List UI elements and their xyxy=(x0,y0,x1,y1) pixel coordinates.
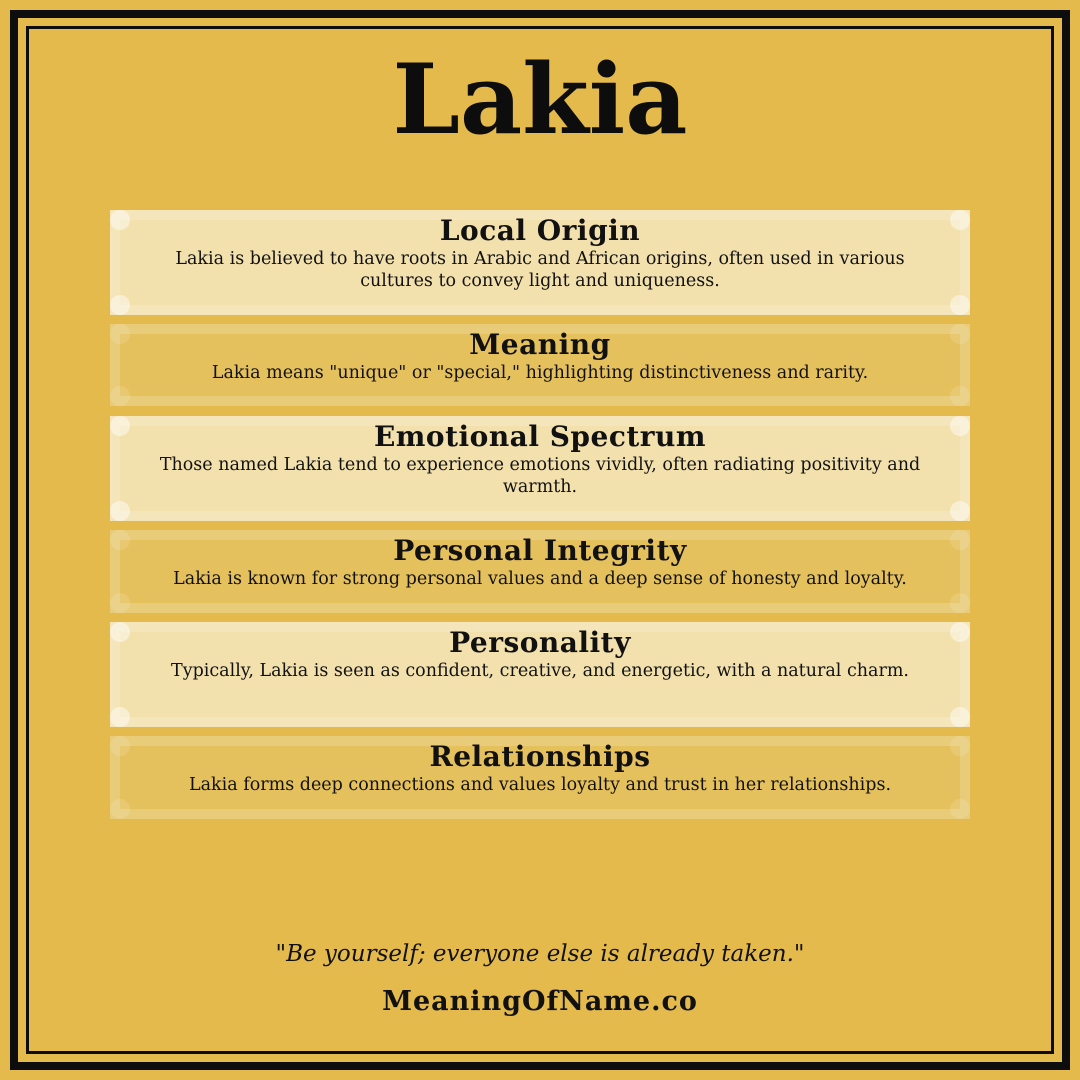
section-heading: Personality xyxy=(449,626,631,659)
section-heading: Meaning xyxy=(469,328,611,361)
corner-dot xyxy=(110,386,130,406)
section-text: Typically, Lakia is seen as confident, creative, and energetic, with a natural charm. xyxy=(171,661,909,681)
corner-dot xyxy=(110,707,130,727)
section-meaning xyxy=(110,324,970,406)
section-personal-integrity xyxy=(110,530,970,613)
corner-dot xyxy=(110,295,130,315)
section-heading: Emotional Spectrum xyxy=(373,420,707,453)
corner-dot xyxy=(950,386,970,406)
section-relationships xyxy=(110,736,970,819)
section-emotional-spectrum xyxy=(110,416,970,521)
corner-dot xyxy=(950,593,970,613)
section-heading: Personal Integrity xyxy=(393,534,687,567)
brand-name: MeaningOfName.co xyxy=(382,986,698,1017)
corner-dot xyxy=(110,501,130,521)
section-text: Lakia forms deep connections and values loyalty and trust in her relationships. xyxy=(188,775,892,795)
page-title: Lakia xyxy=(392,43,688,156)
corner-dot xyxy=(110,593,130,613)
corner-dot xyxy=(950,501,970,521)
corner-dot xyxy=(950,295,970,315)
section-personality xyxy=(110,622,970,727)
section-local-origin xyxy=(110,210,970,315)
section-heading: Relationships xyxy=(429,740,651,773)
section-text: Those named Lakia tend to experience emotions vividly, often radiating positivity and warmth. xyxy=(159,455,921,497)
section-text: Lakia means "unique" or "special," highlighting distinctiveness and rarity. xyxy=(211,363,869,383)
section-heading: Local Origin xyxy=(439,214,641,247)
corner-dot xyxy=(950,707,970,727)
corner-dot xyxy=(110,799,130,819)
section-text: Lakia is known for strong personal values and a deep sense of honesty and loyalty. xyxy=(173,569,907,589)
quote-text: "Be yourself; everyone else is already taken." xyxy=(275,941,805,967)
section-text: Lakia is believed to have roots in Arabic and African origins, often used in various cultures to convey light and uniqueness. xyxy=(175,249,905,291)
corner-dot xyxy=(950,799,970,819)
